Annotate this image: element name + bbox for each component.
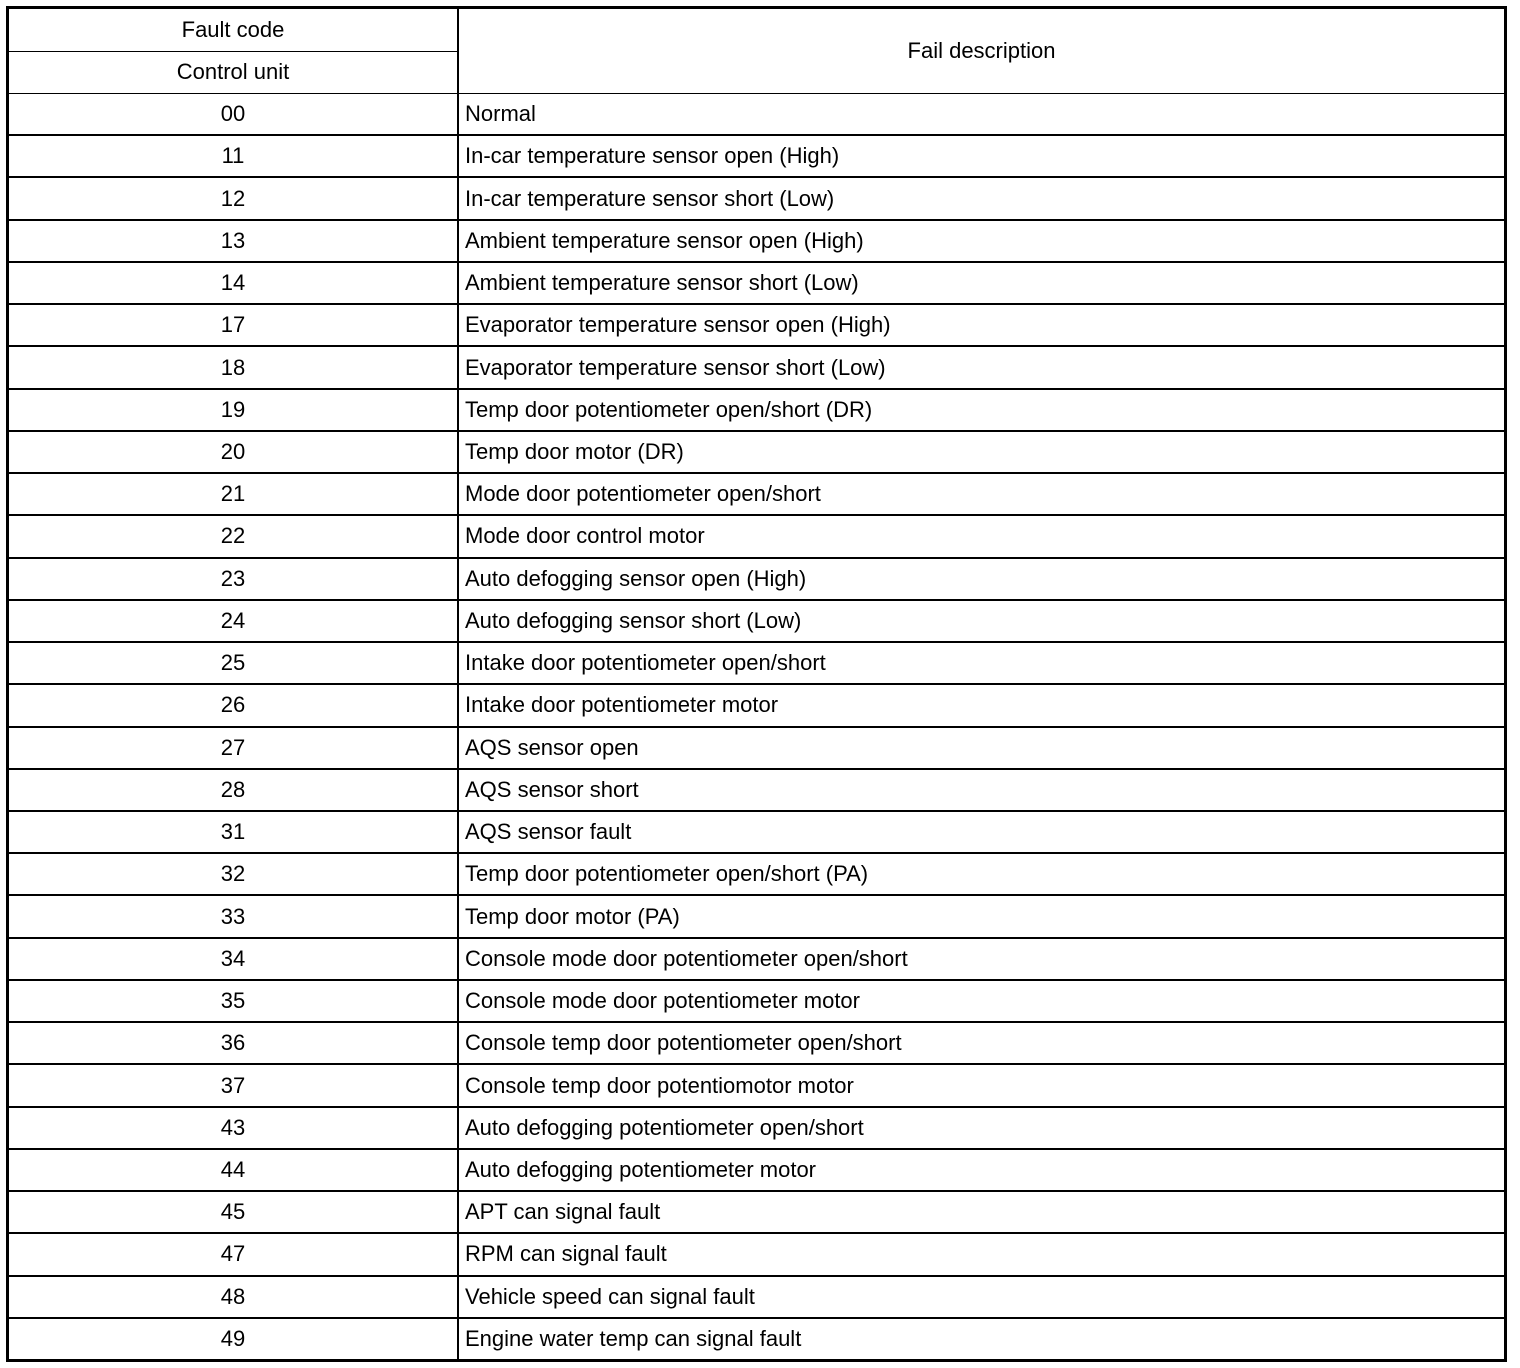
fail-description-cell: Temp door potentiometer open/short (DR) xyxy=(465,396,873,422)
fail-description-cell: Ambient temperature sensor short (Low) xyxy=(465,270,859,296)
fail-description-cell: Console temp door potentiometer open/short xyxy=(465,1030,902,1056)
table-row xyxy=(9,263,1504,305)
fail-description-cell: AQS sensor open xyxy=(465,734,639,760)
table-header xyxy=(9,9,1504,94)
fault-code-cell: 34 xyxy=(9,939,459,979)
fail-description-cell: APT can signal fault xyxy=(465,1199,661,1225)
table-row xyxy=(9,1192,1504,1234)
fault-code-cell: 17 xyxy=(9,305,459,345)
fault-code-cell: 23 xyxy=(9,559,459,599)
fault-code-cell: 20 xyxy=(9,432,459,472)
fail-description-cell: Intake door potentiometer open/short xyxy=(465,650,826,676)
table-row xyxy=(9,1277,1504,1319)
fault-code-cell: 33 xyxy=(9,896,459,936)
table-row xyxy=(9,981,1504,1023)
table-row xyxy=(9,347,1504,389)
fault-code-cell: 24 xyxy=(9,601,459,641)
table-row xyxy=(9,643,1504,685)
fail-description-cell: RPM can signal fault xyxy=(465,1241,667,1267)
fault-code-cell: 12 xyxy=(9,178,459,218)
fault-code-header: Fault code xyxy=(9,9,457,52)
table-row xyxy=(9,94,1504,136)
fail-description-cell: Ambient temperature sensor open (High) xyxy=(465,227,864,253)
fail-description-cell: Temp door potentiometer open/short (PA) xyxy=(465,861,869,887)
fail-description-cell: AQS sensor fault xyxy=(465,819,632,845)
fail-description-cell: Console mode door potentiometer open/short xyxy=(465,945,908,971)
fail-description-cell: Evaporator temperature sensor short (Low) xyxy=(465,354,886,380)
fault-code-cell: 47 xyxy=(9,1234,459,1274)
fail-description-cell: In-car temperature sensor short (Low) xyxy=(465,185,835,211)
fault-code-cell: 28 xyxy=(9,770,459,810)
fail-description-cell: In-car temperature sensor open (High) xyxy=(465,143,840,169)
fault-code-cell: 00 xyxy=(9,94,459,134)
fault-code-cell: 26 xyxy=(9,685,459,725)
fault-code-cell: 35 xyxy=(9,981,459,1021)
fault-code-cell: 37 xyxy=(9,1065,459,1105)
fail-description-header: Fail description xyxy=(907,38,1056,63)
table-row xyxy=(9,812,1504,854)
fault-code-cell: 22 xyxy=(9,516,459,556)
table-row xyxy=(9,136,1504,178)
table-row xyxy=(9,854,1504,896)
table-body xyxy=(9,94,1504,1359)
table-row xyxy=(9,1108,1504,1150)
fault-code-cell: 18 xyxy=(9,347,459,387)
fail-description-cell: Auto defogging potentiometer motor xyxy=(465,1156,817,1182)
fail-description-cell: Auto defogging potentiometer open/short xyxy=(465,1114,864,1140)
table-row xyxy=(9,939,1504,981)
fail-description-cell: Engine water temp can signal fault xyxy=(465,1325,802,1351)
table-row xyxy=(9,432,1504,474)
table-row xyxy=(9,390,1504,432)
fault-code-cell: 49 xyxy=(9,1319,459,1359)
fail-description-cell: Intake door potentiometer motor xyxy=(465,692,779,718)
table-row xyxy=(9,474,1504,516)
table-row xyxy=(9,728,1504,770)
fail-description-cell: Temp door motor (PA) xyxy=(465,903,680,929)
table-row xyxy=(9,305,1504,347)
fail-description-cell: Temp door motor (DR) xyxy=(465,438,684,464)
fail-description-cell: Console mode door potentiometer motor xyxy=(465,988,860,1014)
fault-code-cell: 13 xyxy=(9,221,459,261)
fail-description-cell: Vehicle speed can signal fault xyxy=(465,1283,755,1309)
fail-description-cell: Mode door potentiometer open/short xyxy=(465,481,821,507)
table-row xyxy=(9,559,1504,601)
fault-code-cell: 21 xyxy=(9,474,459,514)
header-left-group xyxy=(9,9,459,93)
fault-code-cell: 27 xyxy=(9,728,459,768)
fail-description-cell: Evaporator temperature sensor open (High) xyxy=(465,312,891,338)
fail-description-cell: Auto defogging sensor short (Low) xyxy=(465,607,802,633)
fail-description-cell: Console temp door potentiomotor motor xyxy=(465,1072,854,1098)
table-row xyxy=(9,896,1504,938)
table-row xyxy=(9,1023,1504,1065)
control-unit-header: Control unit xyxy=(176,59,290,85)
table-row xyxy=(9,516,1504,558)
fault-code-cell: 45 xyxy=(9,1192,459,1232)
table-row xyxy=(9,1065,1504,1107)
fail-description-cell: AQS sensor short xyxy=(465,776,639,802)
fault-code-cell: 36 xyxy=(9,1023,459,1063)
fault-code-cell: 44 xyxy=(9,1150,459,1190)
fault-code-cell: 31 xyxy=(9,812,459,852)
fault-code-cell: 11 xyxy=(9,136,459,176)
fault-code-cell: 25 xyxy=(9,643,459,683)
table-row xyxy=(9,601,1504,643)
table-row xyxy=(9,1234,1504,1276)
table-row xyxy=(9,770,1504,812)
fault-code-cell: 32 xyxy=(9,854,459,894)
table-row xyxy=(9,685,1504,727)
table-row xyxy=(9,1150,1504,1192)
table-row xyxy=(9,1319,1504,1359)
fault-code-table xyxy=(6,6,1507,1362)
fault-code-cell: 43 xyxy=(9,1108,459,1148)
table-row xyxy=(9,221,1504,263)
table-row xyxy=(9,178,1504,220)
fault-code-cell: 19 xyxy=(9,390,459,430)
fault-code-cell: 14 xyxy=(9,263,459,303)
fail-description-cell: Normal xyxy=(465,101,536,127)
fail-description-cell: Mode door control motor xyxy=(465,523,705,549)
fault-code-cell: 48 xyxy=(9,1277,459,1317)
fail-description-cell: Auto defogging sensor open (High) xyxy=(465,565,807,591)
